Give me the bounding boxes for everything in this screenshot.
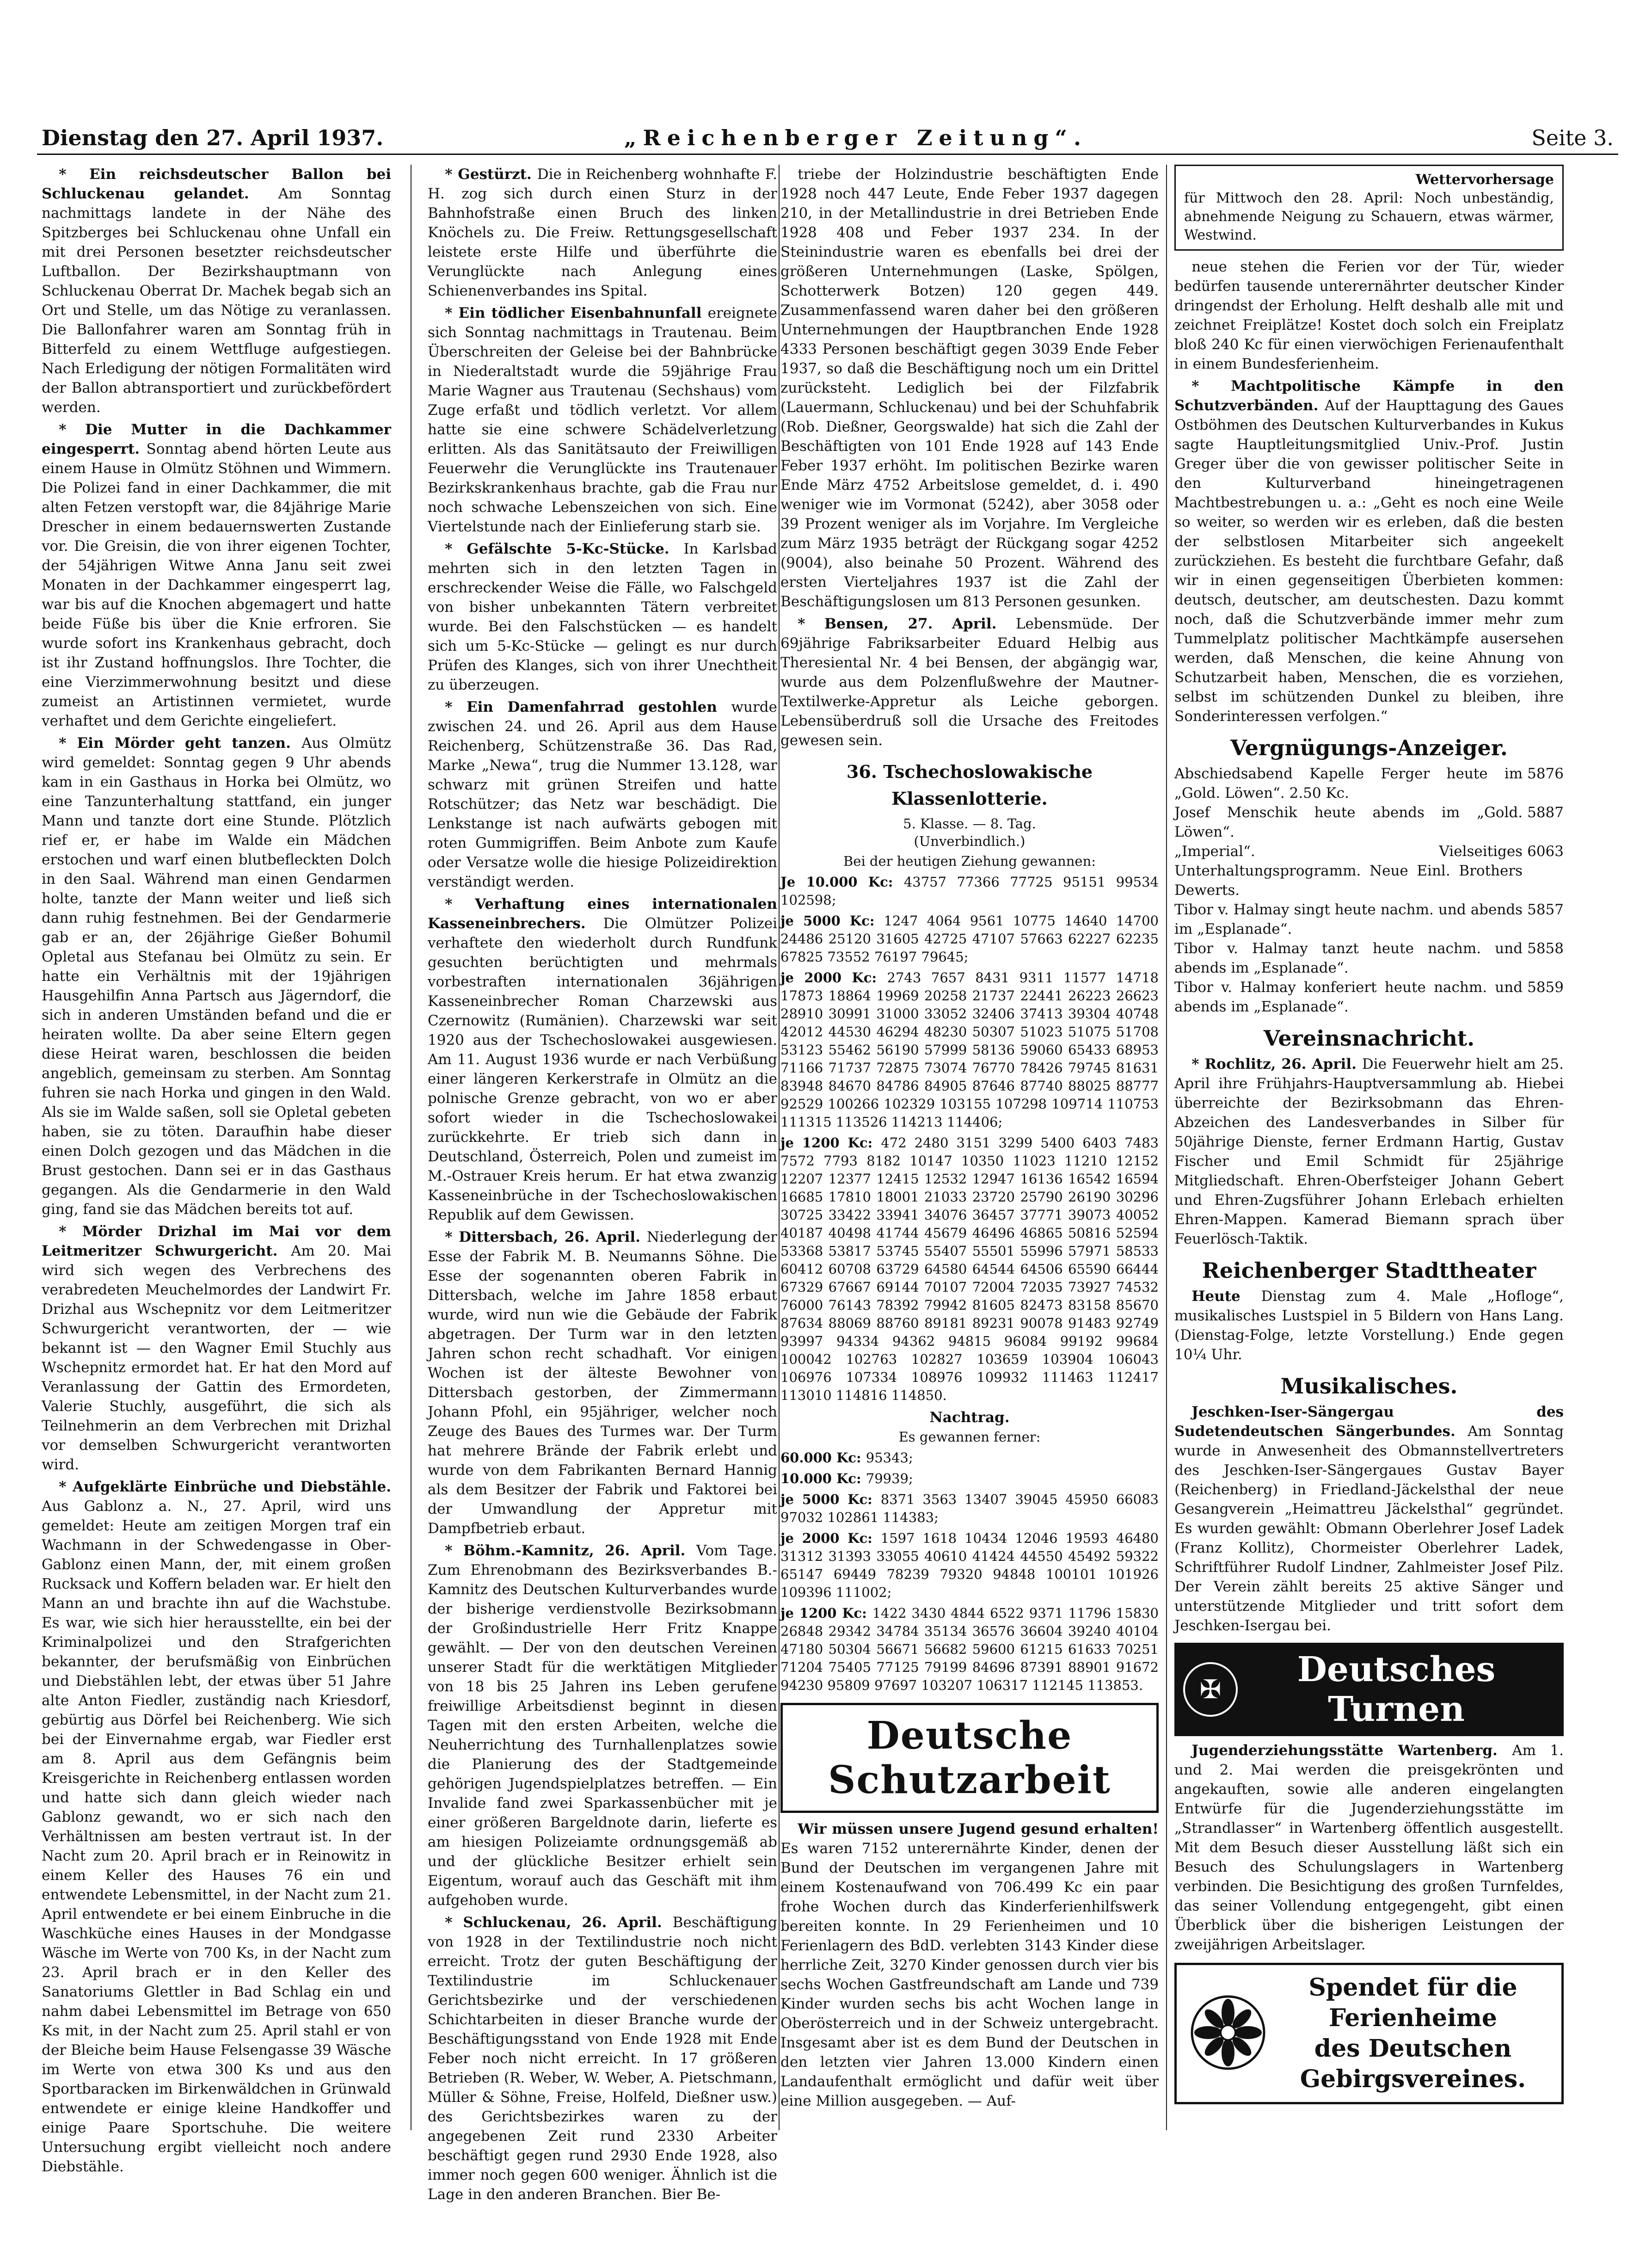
lottery-prize-label: Je 10.000 Kc:: [780, 874, 904, 890]
article-headline: * Dittersbach, 26. April.: [445, 1229, 647, 1245]
amusement-ad-number: 5876: [1527, 765, 1564, 782]
article: [428, 303, 777, 536]
article-text: Am 1. und 2. Mai werden die preisgekrönten und angekauften, sowie alle anderen eingelangten Entwürfe für die Jugenderziehungsstätte im „Strandlasser“ in Wartenberg öffentlich ausgestellt. Mit dem Besuch dieser Ausstellung läßt sich ein Besuch des Schulungslagers in Wartenberg verbinden. Die Besichtigung des großen Turnfeldes, das seiner Vollendung entgegengeht, gibt einen Überblick über die bisherigen Leistungen der zweijährigen Arbeitslager.: [1174, 1742, 1564, 1953]
amusement-listing: [1174, 978, 1564, 1017]
lottery-prize-group: [780, 1529, 1159, 1602]
lottery-prize-group: [780, 1491, 1159, 1527]
article-headline: * Böhm.-Kamnitz, 26. April.: [445, 1542, 696, 1559]
article-headline: * Mörder Drizhal im Mai vor dem Leitmeritzer Schwurgericht.: [42, 1223, 391, 1259]
column-divider: [779, 165, 780, 2130]
lottery-prize-group: [780, 873, 1159, 909]
article-headline: * Rochlitz, 26. April.: [1191, 1056, 1362, 1072]
article-headline: * Gestürzt.: [445, 166, 537, 183]
article: [428, 165, 777, 301]
edelweiss-emblem-icon: [1184, 1987, 1272, 2080]
amusement-text: Abschiedsabend Kapelle Ferger heute im „Gold. Löwen“. 2.50 Kc.: [1174, 765, 1523, 801]
amusement-listing: [1174, 764, 1564, 803]
article: [42, 165, 391, 417]
header-rule: [37, 154, 1618, 155]
column-4: [1174, 165, 1564, 2130]
ad-turnen-text: Deutsches Turnen: [1297, 1650, 1496, 1729]
lottery-prize-label: je 5000 Kc:: [780, 913, 884, 929]
column-2: [428, 165, 777, 2203]
lottery-winning-numbers: 2743 7657 8431 9311 11577 14718 17873 18864 19969 20258 21737 22441 26223 26623 28910 30991 31000 33052 32406 37413 39304 40748 42012 44530 46294 48230 50307 51023 51075 51708 53123 55462 56190 57999 58136 59060 65433 68953 71166 71737 72875 73074 76770 78426 79745 81631 83948 84670 84786 84905 87646 87740 88025 88777 92529 100266 102329 103155 107298 109714 110753 111315 113526 114213 114406;: [780, 970, 1159, 1130]
theater-list: [1174, 1287, 1564, 1364]
article: [780, 1819, 1159, 2111]
article-headline: * Gefälschte 5-Kc-Stücke.: [445, 541, 684, 557]
amusement-list: [1174, 764, 1564, 1017]
article: [1174, 1402, 1564, 1635]
lottery-groups: [780, 873, 1159, 1405]
lottery-winning-numbers: 95343;: [866, 1450, 913, 1466]
article-headline: * Machtpolitische Kämpfe in den Schutzverbänden.: [1174, 378, 1564, 414]
lottery-winning-numbers: 1422 3430 4844 6522 9371 11796 15830 26848 29342 34784 35134 36576 36604 39240 40104 47180 50304 56671 56682 59600 61215 61633 70251 71204 75405 77125 79199 84696 87391 88901 91672 94230 95809 97697 103207 106317 112145 113853.: [780, 1605, 1159, 1693]
article-headline: * Aufgeklärte Einbrüche und Diebstähle.: [59, 1479, 391, 1495]
article-text: Es waren 7152 unterernährte Kinder, denen der Bund der Deutschen im vergangenen Jahre mit einem Kostenaufwand von 706.499 Kc ein paar frohe Wochen durch das Kinderferienhilfswerk bereiten konnte. In 29 Ferienheimen und 10 Ferienlagern des BdD. verlebten 3143 Kinder diese herrliche Zeit, 3270 Kinder genossen durch vier bis sechs Wochen Gastfreundschaft am Lande und 739 Kinder wurden sechs bis acht Wochen lange in Oberösterreich und in der Schweiz untergebracht. Insgesamt aber ist es dem Bund der Deutschen in den letzten vier Jahren 13.000 Kindern einen Landaufenthalt ermöglicht und dafür weit über eine Million ausgegeben. — Auf-: [780, 1840, 1159, 2109]
article-headline: * Ein tödlicher Eisenbahnunfall: [445, 305, 708, 321]
article-headline: Heute: [1191, 1288, 1261, 1305]
article-text: Vom Tage. Zum Ehrenobmann des Bezirksverbandes B.-Kamnitz des Deutschen Kulturverbandes wurde der bisherige verdienstvolle Bezirksobmann der Großindustrielle Herr Fritz Knappe gewählt. — Der von den deutschen Vereinen unserer Stadt für die werktätigen Mitglieder von 18 bis 25 Jahren ins Leben gerufene freiwillige Arbeitsdienst beginnt in diesen Tagen mit den ersten Arbeiten, welche die Neuherrichtung des Turnhallenplatzes sowie die Planierung des der Stadtgemeinde gehörigen Jugendspielplatzes betreffen. — Ein Invalide fand zwei Sparkassenbücher mit je einer größeren Bargeldnote darin, lieferte es am hiesigen Polizeiamte ordnungsgemäß ab und der glückliche Besitzer erhielt sein Eigentum, worauf auch das Geschäft mit ihm aufgehoben wurde.: [428, 1542, 777, 1909]
article-text: Lebensmüde. Der 69jährige Fabriksarbeiter Eduard Helbig aus Theresiental Nr. 4 bei Bensen, der abgängig war, wurde aus dem Polzenflußwehre der Mautner-Textilwerke-Appretur als Leiche geborgen. Lebensüberdruß soll die Ursache des Freitodes gewesen sein.: [780, 616, 1159, 749]
article: [428, 539, 777, 695]
amusement-text: Josef Menschik heute abends im „Gold. Löwen“.: [1174, 804, 1523, 840]
weather-forecast-box: [1174, 165, 1564, 251]
lottery-prize-label: je 2000 Kc:: [780, 970, 887, 986]
article-text: Beschäftigung von 1928 in der Textilindustrie noch nicht erreicht. Trotz der guten Beschäftigung der Textilindustrie im Schluckenauer Gerichtsbezirke und der verschiedenen Schichtarbeiten in dieser Branche wurde der Beschäftigungsstand von Ende 1928 mit Ende Feber noch nicht erreicht. In 17 größeren Betrieben (R. Weber, W. Weber, A. Pietschmann, Müller & Söhne, Freise, Holfeld, Dießner usw.) des Gerichtsbezirkes waren zu der angegebenen Zeit rund 2330 Arbeiter beschäftigt gegen rund 2930 Ende 1928, also immer noch gegen 600 weniger. Ähnlich ist die Lage in den anderen Branchen. Bier Be-: [428, 1914, 777, 2203]
lottery-prize-label: je 1200 Kc:: [780, 1605, 872, 1621]
lottery-supplement-intro: Es gewannen ferner:: [898, 1429, 1041, 1445]
amusement-listing: [1174, 900, 1564, 939]
column-3: [780, 165, 1159, 2130]
lottery-prize-label: je 1200 Kc:: [780, 1135, 881, 1151]
article: [1174, 257, 1564, 374]
amusement-text: „Imperial“. Vielseitiges Unterhaltungsprogramm. Neue Einl. Brothers Dewerts.: [1174, 843, 1523, 899]
lottery-class: 5. Klasse. — 8. Tag.: [903, 816, 1036, 832]
turner-cross-icon: ✠: [1183, 1662, 1238, 1717]
article-text: Aus Gablonz a. N., 27. April, wird uns gemeldet: Heute am zeitigen Morgen traf ein Wachmann in der Schwedengasse in Ober-Gablonz einen Mann, der, mit einem großen Rucksack und Koffern beladen war. Er hielt den Mann an und brachte ihn auf die Wachstube. Es war, wie sich hier herausstellte, ein bei der Kriminalpolizei und den Strafgerichten bekannter, der berufsmäßig von Einbrüchen und Diebstählen lebt, der etwas über 51 Jahre alte Anton Fiedler, zuständig nach Kriesdorf, gebürtig aus Dörfel bei Reichenberg. Wie sich bei der Einvernahme ergab, war Fiedler erst am 8. April aus dem Gefängnis beim Kreisgerichte in Reichenberg entlassen worden und hatte sich dann gleich wieder nach Gablonz gewandt, wo er sich nach den Verhältnissen am besten vertraut ist. In der Nacht zum 20. April brach er in Reinowitz in einem Keller des Hauses 76 ein und entwendete Lebensmittel, in der Nacht zum 21. April entwendete er bei einem Einbruche in die Waschküche eines Hauses in der Mondgasse Wäsche im Werte von 700 Ks, in der Nacht zum 23. April brach er in den Keller des Sanatoriums Glettler in Bad Schlag ein und nahm dabei Lebensmittel im Betrage von 650 Ks mit, in der Nacht zum 25. April stahl er von der Bleiche beim Hause Felsengasse 39 Wäsche im Werte von etwa 300 Ks und aus den Sportbaracken im Birkenwäldchen in Grünwald entwendete er einige kleine Handkoffer und einige Paare Sportschuhe. Die weitere Untersuchung ergibt vielleicht noch andere Diebstähle.: [42, 1498, 391, 2175]
article: [780, 614, 1159, 750]
music-title: Musikalisches.: [1280, 1374, 1458, 1399]
lottery-supplement-title: Nachtrag.: [929, 1409, 1010, 1426]
article: [428, 697, 777, 892]
lottery-prize-label: je 2000 Kc:: [780, 1530, 881, 1546]
article: [428, 1227, 777, 1538]
article: [1174, 1287, 1564, 1364]
article-headline: * Die Mutter in die Dachkammer eingesperrt.: [42, 421, 391, 457]
lottery-prize-group: [780, 1449, 1159, 1467]
lottery-section: [780, 758, 1159, 1695]
amusement-ad-number: 5858: [1527, 940, 1564, 957]
amusement-text: Tibor v. Halmay singt heute nachm. und abends im „Esplanade“.: [1174, 901, 1523, 937]
article-text: triebe der Holzindustrie beschäftigten Ende 1928 noch 447 Leute, Ende Feber 1937 dagegen 210, in der Metallindustrie in drei Betrieben Ende 1928 408 und Feber 1937 234. In der Steinindustrie waren es ebenfalls bei drei der größeren Unternehmungen (Laske, Spölgen, Schotterwerk Botzen) 120 gegen 449. Zusammenfassend waren daher bei den größeren Unternehmungen der Hauptbranchen Ende 1928 4333 Personen beschäftigt gegen 3039 Ende Feber 1937, so daß die Beschäftigung noch um ein Drittel zurücksteht. Lediglich bei der Filzfabrik (Lauermann, Schluckenau) und bei der Schuhfabrik (Rob. Dießner, Georgswalde) hat sich die Zahl der Beschäftigten von 101 Ende 1928 auf 143 Ende Feber 1937 erhöht. Im politischen Bezirke waren Ende März 4752 Arbeitslose gemeldet, d. i. 490 weniger wie im Vormonat (5242), aber 3058 oder 39 Prozent weniger als im Vorjahre. Im Vergleiche zum März 1935 beträgt der Rückgang sogar 4252 (9004), also beinahe 50 Prozent. Während des ersten Vierteljahres 1937 ist die Zahl der Beschäftigungslosen um 813 Personen gesunken.: [780, 166, 1159, 610]
lottery-winning-numbers: 1597 1618 10434 12046 19593 46480 31312 31393 33055 40610 41424 44550 45492 59322 65147 69449 78239 79320 94848 100101 101926 109396 111002;: [780, 1530, 1159, 1600]
article-text: Am Sonntag wurde in Anwesenheit des Obmannstellvertreters des Jeschken-Iser-Sängergaues Gustav Bayer (Reichenberg) in Friedland-Jäckelsthal der neue Gesangverein „Heimattreu Jäckelsthal“ gegründet. Es wurden gewählt: Obmann Oberlehrer Josef Ladek (Franz Kollitz), Chormeister Oberlehrer Ladek, Schriftführer Rudolf Lindner, Zahlmeister Josef Pilz. Der Verein zählt bereits 25 aktive Sänger und unterstützende Mitglieder und tritt sofort dem Jeschken-Isergau bei.: [1174, 1423, 1564, 1634]
article-headline: Wir müssen unsere Jugend gesund erhalten!: [798, 1821, 1159, 1837]
masthead-title: „Reichenberger Zeitung“.: [624, 125, 1088, 150]
article-text: Auf der Haupttagung des Gaues Ostböhmen des Deutschen Kulturverbandes in Kukus sagte Hauptleitungsmitglied Univ.-Prof. Justin Greger über die von gewisser politischer Seite in den Kulturverband hineingetragenen Machtbestrebungen u. a.: „Geht es noch eine Weile so weiter, so werden wir es erleben, daß die besten der selbstlosen Mitarbeiter sich angeekelt zurückziehen. Es besteht die furchtbare Gefahr, daß wir in einen gegenseitigen Überbieten kommen: deutsch, deutscher, am deutschesten. Dazu kommt noch, daß die Schutzverbände immer mehr zum Tummelplatz politischer Machtkämpfe ausersehen werden, daß Menschen, die keine Ahnung von Schutzarbeit haben, Menschen, die es vorziehen, selbst im schützenden Dunkel zu bleiben, ihre Sonderinteressen verfolgen.“: [1174, 397, 1564, 725]
column-3-bottom-articles: [780, 1819, 1159, 2111]
article: [428, 1541, 777, 1910]
ad-spendet-line: des Deutschen: [1314, 2034, 1512, 2063]
article: [428, 1913, 777, 2204]
article: [780, 165, 1159, 611]
ad-spendet-line: Ferienheime: [1329, 2004, 1497, 2032]
article-text: wurde zwischen 24. und 26. April aus dem Hause Reichenberg, Schützenstraße 36. Das Rad, Marke „Newa“, trug die Nummer 13.128, war schwarz mit grünen Streifen und hatte Rotschützer; das Netz war beschädigt. Die Lenkstange ist nach aufwärts gebogen mit roten Gummigriffen. Beim Anbote zum Kaufe oder Versatze wolle die hiesige Polizeidirektion verständigt werden.: [428, 699, 777, 890]
amusement-ad-number: 5859: [1527, 979, 1564, 996]
lottery-prize-label: 60.000 Kc:: [780, 1450, 866, 1466]
article: [1174, 376, 1564, 726]
article-headline: Jeschken-Iser-Sängergau des Sudetendeutschen Sängerbundes.: [1174, 1404, 1564, 1440]
turnen-articles: [1174, 1741, 1564, 1954]
article-text: Niederlegung der Esse der Fabrik M. B. Neumanns Söhne. Die Esse der sogenannten oberen Fabrik in Dittersbach, welche im Jahre 1858 erbaut wurde, wird nun wie die Gebäude der Fabrik abgetragen. Der Turm war in den letzten Jahren schon recht schadhaft. Vor einigen Wochen ist der älteste Bewohner von Dittersbach gestorben, der Zimmermann Johann Pfohl, ein 95jähriger, welcher noch Zeuge des Baues des Turmes war. Der Turm hat mehrere Brände der Fabrik erlebt und wurde von dem Fabrikanten Bernard Hannig als dem Besitzer der Fabrik und Faktorei bei der Umwandlung der Appretur mit Dampfbetrieb erbaut.: [428, 1229, 777, 1537]
amusement-text: Tibor v. Halmay tanzt heute nachm. und abends im „Esplanade“.: [1174, 940, 1523, 976]
article-text: Die Feuerwehr hielt am 25. April ihre Frühjahrs-Hauptversammlung ab. Hiebei überreichte der Bezirksobmann das Ehren-Abzeichen des Landesverbandes in Silber für 50jährige Dienste, ferner Erdmann Hartig, Gustav Fischer und Emil Schmidt für 25jährige Mitgliedschaft. Ehren-Oberfsteiger Johann Gebert und Ehren-Zugsführer Johann Erlebach erhielten Ehren-Mappen. Kamerad Biemann sprach über Feuerlösch-Taktik.: [1174, 1056, 1564, 1247]
article-headline: * Schluckenau, 26. April.: [445, 1914, 673, 1931]
lottery-supplement-groups: [780, 1449, 1159, 1695]
amusement-ad-number: 5857: [1527, 901, 1564, 918]
article-text: Aus Olmütz wird gemeldet: Sonntag gegen 9 Uhr abends kam in ein Gasthaus in Horka bei Olmütz, wo eine Tanzunterhaltung stattfand, ein junger Mann und tanzte dort eine Stunde. Plötzlich rief er, er habe im Walde ein Mädchen erstochen und warf einen blutbefleckten Dolch in den Saal. Während man einen Gendarmen holte, tanzte der Mann weiter und ließ sich dann ruhig festnehmen. Bei der Gendarmerie gab er an, der 26jährige Gießer Bohumil Opletal aus Stefanau bei Olmütz zu sein. Er hatte ein Verhältnis mit der 19jährigen Hausgehilfin Anna Partsch aus Jägerndorf, die sich in anderen Umständen befand und die er heiraten wollte. Da aber seine Eltern gegen diese Heirat waren, beschlossen die beiden angeblich, gemeinsam zu sterben. Am Sonntag fuhren sie nach Horka und gingen in den Wald. Als sie im Walde saßen, soll sie Opletal gebeten haben, sie zu töten. Daraufhin habe dieser einen Dolch gezogen und das Mädchen in die Brust gestochen. Dann sei er in das Gasthaus gegangen. Als die Gendarmerie in den Wald ging, fand sie das Mädchen bereits tot auf.: [42, 735, 391, 1218]
article: [42, 420, 391, 731]
theater-title: Reichenberger Stadttheater: [1202, 1258, 1536, 1283]
column-3-articles: [780, 165, 1159, 750]
amusement-ad-number: 5887: [1527, 804, 1564, 821]
article: [1174, 1741, 1564, 1954]
club-news-list: [1174, 1054, 1564, 1249]
article-text: In Karlsbad mehrten sich in den letzten Tagen in erschreckender Weise die Fälle, wo Falschgeld von bisher unbekannten Tätern verbreitet wurde. Bei den Falschstücken — es handelt sich um 5-Kc-Stücke — gelingt es nur durch Prüfen des Klanges, sich von ihrer Unechtheit zu überzeugen.: [428, 541, 777, 693]
article: [428, 894, 777, 1225]
issue-date: Dienstag den 27. April 1937.: [42, 125, 384, 150]
article-headline: * Ein Damenfahrrad gestohlen: [445, 699, 731, 715]
lottery-winning-numbers: 43757 77366 77725 95151 99534 102598;: [780, 874, 1159, 908]
article-text: Sonntag abend hörten Leute aus einem Hause in Olmütz Stöhnen und Wimmern. Die Polizei fand in einer Dachkammer, die mit alten Fetzen verstopft war, die 84jährige Marie Drescher in einem bedauernswerten Zustande vor. Die Greisin, die von ihrer eigenen Tochter, der 54jährigen Witwe Anna Janu seit zwei Monaten in der Dachkammer eingesperrt lag, war bis auf die Knochen abgemagert und hatte beide Füße bis über die Knie erfroren. Sie wurde sofort ins Krankenhaus gebracht, doch ist ihr Zustand hoffnungslos. Ihre Tochter, die eine Vierzimmerwohnung besitzt und diese zumeist an Artistinnen vermietet, wurde verhaftet und dem Gerichte eingeliefert.: [42, 441, 391, 729]
article-text: Am Sonntag nachmittags landete in der Nähe des Spitzberges bei Schluckenau ohne Unfall ein mit drei Personen besetzter reichsdeutscher Luftballon. Der Bezirkshauptmann von Schluckenau Oberrat Dr. Machek begab sich an Ort und Stelle, um das Nötige zu veranlassen. Die Ballonfahrer waren am Sonntag früh in Bitterfeld zu einem Wettfluge aufgestiegen. Nach Erledigung der nötigen Formalitäten wird der Ballon abtransportiert und zurückbefördert werden.: [42, 185, 391, 416]
page-number: Seite 3.: [1531, 125, 1614, 150]
lottery-winning-numbers: 1247 4064 9561 10775 14640 14700 24486 25120 31605 42725 47107 57663 62227 62235 67825 73552 76197 79645;: [780, 913, 1159, 965]
article: [42, 1222, 391, 1474]
article-headline: * Verhaftung eines internationalen Kasseneinbrechers.: [428, 896, 777, 932]
article: [1174, 1054, 1564, 1249]
amusement-listing: [1174, 939, 1564, 978]
article: [42, 733, 391, 1219]
article-text: Die Olmützer Polizei verhaftete den wiederholt durch Rundfunk gesuchten berüchtigten und mehrmals vorbestraften internationalen 36jährigen Kasseneinbrecher Roman Charzewski aus Czernowitz (Rumänien). Charzewski war seit 1920 aus der Tschechoslowakei ausgewiesen. Am 11. August 1936 wurde er nach Verbüßung einer längeren Kerkerstrafe in Olmütz an die polnische Grenze gebracht, von wo er aber sofort wieder in die Tschechoslowakei zurückkehrte. Er trieb sich dann in Deutschland, Österreich, Polen und zumeist im M.-Ostrauer Kreis herum. Er hat etwa zwanzig Kasseneinbrüche in der Tschechoslowakischen Republik auf dem Gewissen.: [428, 915, 777, 1223]
article-text: neue stehen die Ferien vor der Tür, wieder bedürfen tausende unterernährter deutscher Kinder dringendst der Erholung. Helft deshalb alle mit und zeichnet Freiplätze! Kostet doch solch ein Freiplatz bloß 240 Kc für einen vierwöchigen Ferienaufenthalt in einem Bundesferienheim.: [1174, 259, 1564, 372]
edelweiss-icon: [1189, 1992, 1267, 2075]
weather-text: für Mittwoch den 28. April: Noch unbeständig, abnehmende Neigung zu Schauern, etwas wärmer, Westwind.: [1184, 190, 1554, 243]
amusement-text: Tibor v. Halmay konferiert heute nachm. und abends im „Esplanade“.: [1174, 979, 1523, 1015]
ad-spendet-line: Gebirgsvereines.: [1300, 2065, 1526, 2093]
music-list: [1174, 1402, 1564, 1635]
article-headline: Jugenderziehungsstätte Wartenberg.: [1191, 1742, 1512, 1759]
lottery-prize-group: [780, 1470, 1159, 1488]
lottery-winning-numbers: 8371 3563 13407 39045 45950 66083 97032 102861 114383;: [780, 1491, 1159, 1525]
column-1: [42, 165, 391, 2175]
article: [42, 1477, 391, 2176]
lottery-winning-numbers: 79939;: [866, 1471, 913, 1486]
article-text: Dienstag zum 4. Male „Hofloge“, musikalisches Lustspiel in 5 Bildern von Hans Lang. (Dienstag-Folge, letzte Vorstellung.) Ende gegen 10¼ Uhr.: [1174, 1288, 1564, 1363]
page-header: [37, 124, 1618, 156]
column-divider: [1166, 165, 1167, 2130]
article-headline: * Ein Mörder geht tanzen.: [59, 735, 302, 752]
ad-deutsche-schutzarbeit: Deutsche Schutzarbeit: [780, 1703, 1159, 1813]
amusement-listing: [1174, 803, 1564, 842]
lottery-prize-group: [780, 1604, 1159, 1695]
lottery-prize-group: [780, 912, 1159, 966]
ad-deutsches-turnen: [1174, 1643, 1564, 1736]
lottery-prize-group: [780, 969, 1159, 1131]
club-news-title: Vereinsnachricht.: [1263, 1026, 1475, 1051]
article-text: Die in Reichenberg wohnhafte F. H. zog sich durch einen Sturz in der Bahnhofstraße einen Bruch des linken Knöchels zu. Die Freiw. Rettungsgesellschaft leistete erste Hilfe und überführte die Verunglückte nach Anlegung eines Schienenverbandes ins Spital.: [428, 166, 777, 299]
ad-spendet-line: Spendet für die: [1308, 1973, 1517, 2002]
lottery-prize-label: 10.000 Kc:: [780, 1471, 866, 1486]
ad-spendet-ferienheime: [1174, 1963, 1564, 2104]
article-text: Am 20. Mai wird sich wegen des Verbrechens des verabredeten Meuchelmordes der Landwirt Fr. Drizhal aus Wschepnitz vor dem Leitmeritzer Schwurgericht verantworten, der — wie bekannt ist — den Wagner Emil Stuchly aus Wschepnitz ermordet hat. Er hat den Mord auf Veranlassung der Gattin des Ermordeten, Valerie Stuchly, ausgeführt, die sich als Teilnehmerin an dem Verbrechen mit Drizhal vor demselben Schwurgericht verantworten wird.: [42, 1243, 391, 1473]
lottery-intro: Bei der heutigen Ziehung gewannen:: [843, 853, 1096, 869]
amusement-ad-number: 6063: [1527, 843, 1564, 860]
article-headline: * Bensen, 27. April.: [798, 616, 1016, 632]
article-text: ereignete sich Sonntag nachmittags in Trautenau. Beim Überschreiten der Geleise bei der Bahnbrücke in Niederaltstadt wurde die 59jährige Frau Marie Wagner aus Trautenau (Sechshaus) vom Zuge erfaßt und tödlich verletzt. Vor allem hatte sie eine schwere Schädelverletzung erlitten. Als das Sanitätsauto der Freiwilligen Feuerwehr die Verunglückte ins Trautenauer Bezirkskrankenhaus brachte, gab die Frau nur noch schwache Lebenszeichen von sich. Eine Viertelstunde nach der Einlieferung starb sie.: [428, 305, 777, 535]
lottery-prize-label: je 5000 Kc:: [780, 1491, 881, 1507]
lottery-disclaimer: (Unverbindlich.): [914, 833, 1026, 849]
ad-spendet-text: [1272, 1972, 1554, 2095]
lottery-title: 36. Tschechoslowakische Klassenlotterie.: [846, 761, 1093, 809]
weather-title: Wettervorhersage: [1415, 172, 1554, 188]
lottery-prize-group: [780, 1134, 1159, 1405]
column-4-articles: [1174, 257, 1564, 726]
amusement-title: Vergnügungs-Anzeiger.: [1230, 735, 1508, 760]
article-headline: * Ein reichsdeutscher Ballon bei Schluckenau gelandet.: [42, 166, 391, 202]
lottery-winning-numbers: 472 2480 3151 3299 5400 6403 7483 7572 7793 8182 10147 10350 11023 11210 12152 12207 12377 12415 12532 12947 16136 16542 16594 16685 17810 18001 21033 23720 25790 26190 30296 30725 33422 33941 34076 36457 37771 39073 40052 40187 40498 41744 45679 46496 46865 50816 52594 53368 53817 53745 55407 55501 55996 57971 58533 60412 60708 63729 64580 64544 64506 65590 66444 67329 67667 69144 70107 72004 72035 73927 74532 76000 76143 78392 79942 81605 82473 83158 85670 87634 88069 88760 89181 89231 90078 91483 92749 93997 94334 94362 94815 96084 99192 99684 100042 102763 102827 103659 103904 106043 106976 107334 108976 109932 111463 112417 113010 114816 114850.: [780, 1135, 1159, 1403]
amusement-listing: [1174, 842, 1564, 900]
